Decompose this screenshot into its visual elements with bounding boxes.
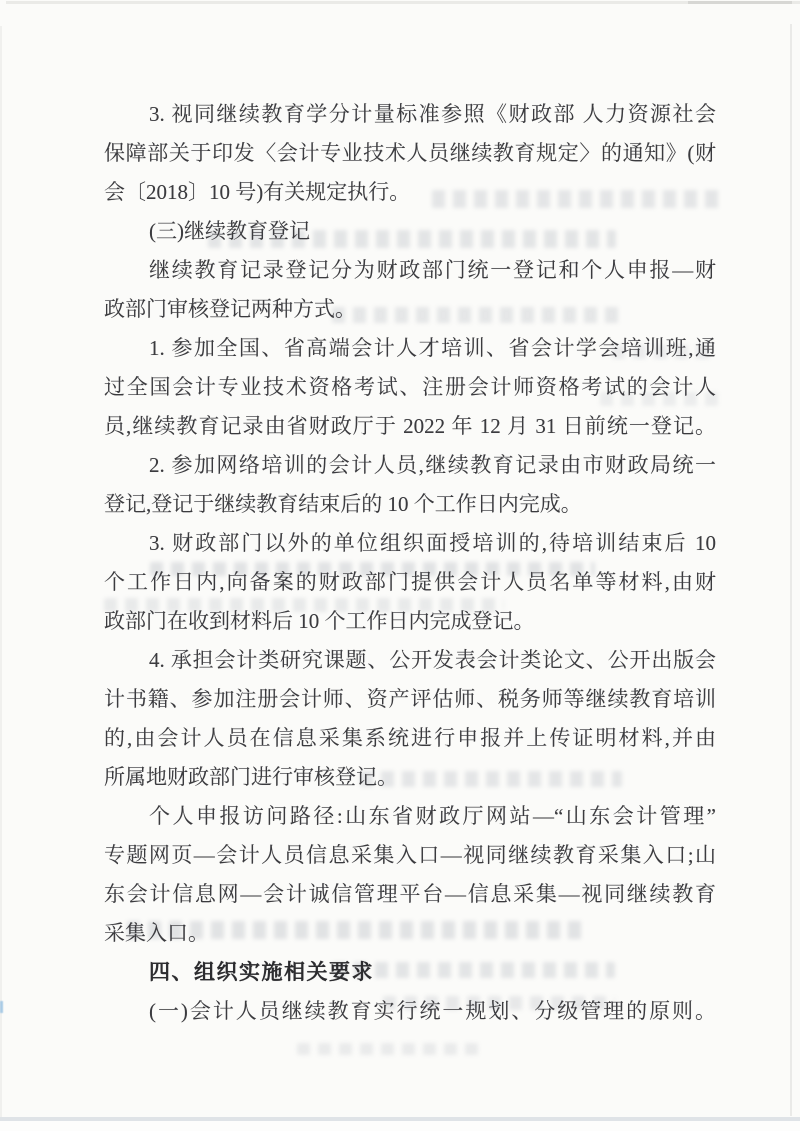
page-bottom-edge xyxy=(0,1117,800,1121)
text-line: 会〔2018〕10 号)有关规定执行。 xyxy=(104,180,411,204)
text-line: (一)会计人员继续教育实行统一规划、分级管理的原则。 xyxy=(149,999,716,1023)
section-heading: 四、组织实施相关要求 xyxy=(149,961,374,984)
text-line: 个工作日内,向备案的财政部门提供会计人员名单等材料,由财 xyxy=(104,570,716,594)
page-top-edge-shadow xyxy=(688,1,792,4)
text-line: 员,继续教育记录由省财政厅于 2022 年 12 月 31 日前统一登记。 xyxy=(104,414,716,438)
text-line: 的,由会计人员在信息采集系统进行申报并上传证明材料,并由 xyxy=(104,726,716,750)
text-line: 3. 视同继续教育学分计量标准参照《财政部 人力资源社会 xyxy=(149,102,716,126)
page-bottom-margin xyxy=(0,1121,800,1131)
scan-speck xyxy=(0,1001,3,1013)
page-left-edge xyxy=(0,26,2,1122)
text-line: 登记,登记于继续教育结束后的 10 个工作日内完成。 xyxy=(104,492,582,516)
text-line: 个人申报访问路径:山东省财政厅网站—“山东会计管理” xyxy=(149,804,716,828)
text-line: 过全国会计专业技术资格考试、注册会计师资格考试的会计人 xyxy=(104,375,716,399)
document-text-block xyxy=(104,95,716,1031)
text-line: 2. 参加网络培训的会计人员,继续教育记录由市财政局统一 xyxy=(149,453,716,477)
text-line: 继续教育记录登记分为财政部门统一登记和个人申报—财 xyxy=(149,258,716,282)
page-right-edge xyxy=(790,24,792,1116)
text-line: 采集入口。 xyxy=(104,921,209,945)
text-line: 保障部关于印发〈会计专业技术人员继续教育规定〉的通知》(财 xyxy=(104,141,716,165)
text-line: 专题网页—会计人员信息采集入口—视同继续教育采集入口;山 xyxy=(104,843,716,867)
bleedthrough-mark xyxy=(297,1043,483,1055)
text-line: 政部门在收到材料后 10 个工作日内完成登记。 xyxy=(104,609,535,633)
text-line: 所属地财政部门进行审核登记。 xyxy=(104,765,398,789)
text-line: 4. 承担会计类研究课题、公开发表会计类论文、公开出版会 xyxy=(149,648,716,672)
text-line: 3. 财政部门以外的单位组织面授培训的,待培训结束后 10 xyxy=(149,531,716,555)
text-line: 政部门审核登记两种方式。 xyxy=(104,297,356,321)
text-line: 东会计信息网—会计诚信管理平台—信息采集—视同继续教育 xyxy=(104,882,716,906)
subsection-heading: (三)继续教育登记 xyxy=(149,219,310,243)
text-line: 1. 参加全国、省高端会计人才培训、省会计学会培训班,通 xyxy=(149,336,716,360)
text-line: 计书籍、参加注册会计师、资产评估师、税务师等继续教育培训 xyxy=(104,687,716,711)
page-top-edge xyxy=(6,1,800,4)
